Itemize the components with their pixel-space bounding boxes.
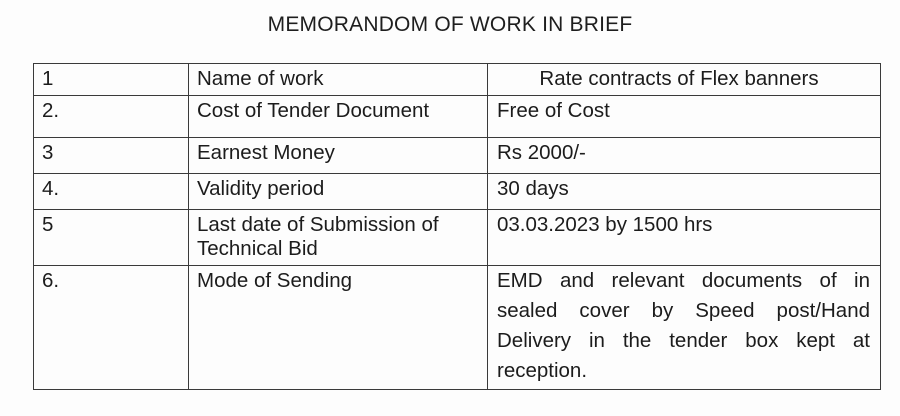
table-row: [34, 210, 881, 266]
memo-table: [33, 63, 881, 390]
row-number: 1: [34, 64, 189, 96]
row-number: 2.: [34, 96, 189, 138]
row-item-label: Name of work: [189, 64, 488, 96]
row-item-label: Cost of Tender Document: [189, 96, 488, 138]
table-row: [34, 96, 881, 138]
table-row: [34, 266, 881, 390]
row-number: 5: [34, 210, 189, 266]
row-value: Rs 2000/-: [488, 138, 881, 174]
row-value: EMD and relevant documents of in sealed cover by Speed post/Hand Delivery in the tender box kept at reception.: [497, 269, 870, 382]
row-number: 4.: [34, 174, 189, 210]
table-row: [34, 174, 881, 210]
page-title: MEMORANDOM OF WORK IN BRIEF: [267, 13, 633, 36]
row-number: 3: [34, 138, 189, 174]
row-item-label: Last date of Submission of Technical Bid: [197, 213, 439, 260]
row-value: Rate contracts of Flex banners: [488, 64, 881, 96]
row-item-label: Mode of Sending: [189, 266, 488, 390]
table-row: [34, 64, 881, 96]
row-value: 30 days: [488, 174, 881, 210]
table-row: [34, 138, 881, 174]
row-item-label: Earnest Money: [189, 138, 488, 174]
row-value: Free of Cost: [488, 96, 881, 138]
row-item-label: Validity period: [189, 174, 488, 210]
row-value: 03.03.2023 by 1500 hrs: [488, 210, 881, 266]
row-number: 6.: [34, 266, 189, 390]
